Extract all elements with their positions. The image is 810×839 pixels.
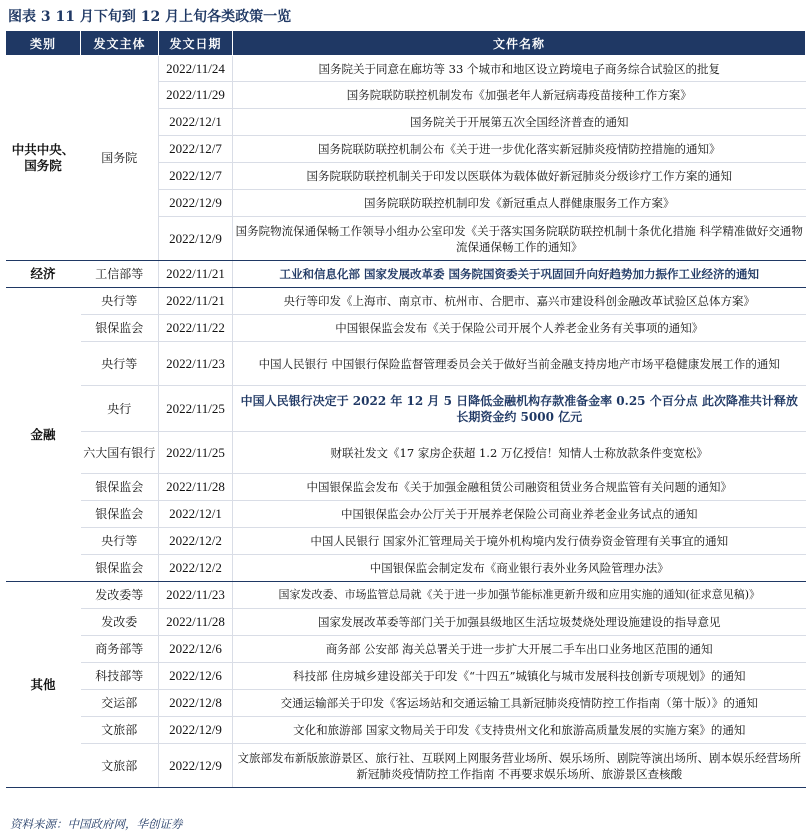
category-cell: 其他 <box>6 582 81 788</box>
document-cell: 国务院关于开展第五次全国经济普查的通知 <box>233 109 806 136</box>
document-cell: 中国人民银行 中国银行保险监督管理委员会关于做好当前金融支持房地产市场平稳健康发展工作的通知 <box>233 342 806 386</box>
table-row <box>6 288 806 315</box>
date-cell: 2022/12/6 <box>159 663 233 690</box>
issuer-cell: 央行等 <box>81 528 159 555</box>
issuer-cell: 六大国有银行 <box>81 432 159 474</box>
issuer-cell: 银保监会 <box>81 474 159 501</box>
document-cell: 国家发展改革委等部门关于加强县级地区生活垃圾焚烧处理设施建设的指导意见 <box>233 609 806 636</box>
document-cell: 科技部 住房城乡建设部关于印发《“十四五”城镇化与城市发展科技创新专项规划》的通知 <box>233 663 806 690</box>
table-header-row <box>6 31 806 56</box>
source-note: 资料来源：中国政府网，华创证券 <box>10 817 183 831</box>
category-cell: 经济 <box>6 261 81 288</box>
header-issuer: 发文主体 <box>81 31 159 56</box>
document-cell: 国务院联防联控机制印发《新冠重点人群健康服务工作方案》 <box>233 190 806 217</box>
date-cell: 2022/11/24 <box>159 56 233 82</box>
issuer-cell: 央行等 <box>81 288 159 315</box>
issuer-cell: 央行等 <box>81 342 159 386</box>
document-cell: 国务院关于同意在廊坊等 33 个城市和地区设立跨境电子商务综合试验区的批复 <box>233 56 806 82</box>
table-row <box>6 342 806 386</box>
date-cell: 2022/11/25 <box>159 386 233 432</box>
date-cell: 2022/12/7 <box>159 163 233 190</box>
table-row <box>6 432 806 474</box>
category-cell: 中共中央、国务院 <box>6 56 81 261</box>
header-date: 发文日期 <box>159 31 233 56</box>
header-category: 类别 <box>6 31 81 56</box>
table-row <box>6 744 806 788</box>
document-cell: 文旅部发布新版旅游景区、旅行社、互联网上网服务营业场所、娱乐场所、剧院等演出场所、剧本娱乐经营场所新冠肺炎疫情防控工作指南 不再要求娱乐场所、旅游景区查核酸 <box>233 744 806 788</box>
figure-title: 图表 3 11 月下旬到 12 月上旬各类政策一览 <box>8 9 292 25</box>
document-cell: 国家发改委、市场监管总局就《关于进一步加强节能标准更新升级和应用实施的通知(征求意见稿)》 <box>233 582 806 609</box>
document-cell: 中国人民银行 国家外汇管理局关于境外机构境内发行债券资金管理有关事宜的通知 <box>233 528 806 555</box>
date-cell: 2022/12/8 <box>159 690 233 717</box>
issuer-cell: 交运部 <box>81 690 159 717</box>
issuer-cell: 科技部等 <box>81 663 159 690</box>
header-document: 文件名称 <box>233 31 806 56</box>
table-row <box>6 582 806 609</box>
date-cell: 2022/11/21 <box>159 288 233 315</box>
issuer-cell: 国务院 <box>81 56 159 261</box>
table-row <box>6 386 806 432</box>
issuer-cell: 文旅部 <box>81 717 159 744</box>
document-cell: 中国银保监会发布《关于保险公司开展个人养老金业务有关事项的通知》 <box>233 315 806 342</box>
issuer-cell: 央行 <box>81 386 159 432</box>
date-cell: 2022/11/28 <box>159 474 233 501</box>
date-cell: 2022/12/2 <box>159 555 233 582</box>
table-row <box>6 528 806 555</box>
issuer-cell: 银保监会 <box>81 555 159 582</box>
table-row <box>6 663 806 690</box>
date-cell: 2022/12/1 <box>159 501 233 528</box>
table-row <box>6 56 806 82</box>
date-cell: 2022/11/28 <box>159 609 233 636</box>
date-cell: 2022/12/6 <box>159 636 233 663</box>
table-row <box>6 555 806 582</box>
issuer-cell: 文旅部 <box>81 744 159 788</box>
document-cell: 交通运输部关于印发《客运场站和交通运输工具新冠肺炎疫情防控工作指南（第十版）》的通知 <box>233 690 806 717</box>
date-cell: 2022/12/7 <box>159 136 233 163</box>
document-cell: 财联社发文《17 家房企获超 1.2 万亿授信！知情人士称放款条件变宽松》 <box>233 432 806 474</box>
document-cell: 文化和旅游部 国家文物局关于印发《支持贵州文化和旅游高质量发展的实施方案》的通知 <box>233 717 806 744</box>
document-cell: 央行等印发《上海市、南京市、杭州市、合肥市、嘉兴市建设科创金融改革试验区总体方案》 <box>233 288 806 315</box>
document-cell: 国务院物流保通保畅工作领导小组办公室印发《关于落实国务院联防联控机制十条优化措施 科学精准做好交通物流保通保畅工作的通知》 <box>233 217 806 261</box>
table-row <box>6 690 806 717</box>
date-cell: 2022/11/29 <box>159 82 233 109</box>
issuer-cell: 银保监会 <box>81 315 159 342</box>
date-cell: 2022/12/2 <box>159 528 233 555</box>
date-cell: 2022/12/9 <box>159 217 233 261</box>
table-row <box>6 501 806 528</box>
document-cell: 中国银保监会发布《关于加强金融租赁公司融资租赁业务合规监管有关问题的通知》 <box>233 474 806 501</box>
date-cell: 2022/11/25 <box>159 432 233 474</box>
category-cell: 金融 <box>6 288 81 582</box>
date-cell: 2022/12/1 <box>159 109 233 136</box>
document-cell: 中国人民银行决定于 2022 年 12 月 5 日降低金融机构存款准备金率 0.25 个百分点 此次降准共计释放长期资金约 5000 亿元 <box>233 386 806 432</box>
issuer-cell: 银保监会 <box>81 501 159 528</box>
date-cell: 2022/12/9 <box>159 717 233 744</box>
issuer-cell: 发改委 <box>81 609 159 636</box>
table-row <box>6 474 806 501</box>
document-cell: 国务院联防联控机制公布《关于进一步优化落实新冠肺炎疫情防控措施的通知》 <box>233 136 806 163</box>
table-row <box>6 609 806 636</box>
date-cell: 2022/12/9 <box>159 744 233 788</box>
table-row <box>6 636 806 663</box>
date-cell: 2022/11/23 <box>159 342 233 386</box>
document-cell: 中国银保监会制定发布《商业银行表外业务风险管理办法》 <box>233 555 806 582</box>
document-cell: 工业和信息化部 国家发展改革委 国务院国资委关于巩固回升向好趋势加力振作工业经济的通知 <box>233 261 806 288</box>
date-cell: 2022/12/9 <box>159 190 233 217</box>
issuer-cell: 工信部等 <box>81 261 159 288</box>
document-cell: 中国银保监会办公厅关于开展养老保险公司商业养老金业务试点的通知 <box>233 501 806 528</box>
table-row <box>6 717 806 744</box>
document-cell: 国务院联防联控机制发布《加强老年人新冠病毒疫苗接种工作方案》 <box>233 82 806 109</box>
table-row <box>6 261 806 288</box>
issuer-cell: 发改委等 <box>81 582 159 609</box>
table-row <box>6 315 806 342</box>
date-cell: 2022/11/22 <box>159 315 233 342</box>
issuer-cell: 商务部等 <box>81 636 159 663</box>
date-cell: 2022/11/23 <box>159 582 233 609</box>
document-cell: 商务部 公安部 海关总署关于进一步扩大开展二手车出口业务地区范围的通知 <box>233 636 806 663</box>
policy-table <box>5 30 806 788</box>
date-cell: 2022/11/21 <box>159 261 233 288</box>
document-cell: 国务院联防联控机制关于印发以医联体为载体做好新冠肺炎分级诊疗工作方案的通知 <box>233 163 806 190</box>
